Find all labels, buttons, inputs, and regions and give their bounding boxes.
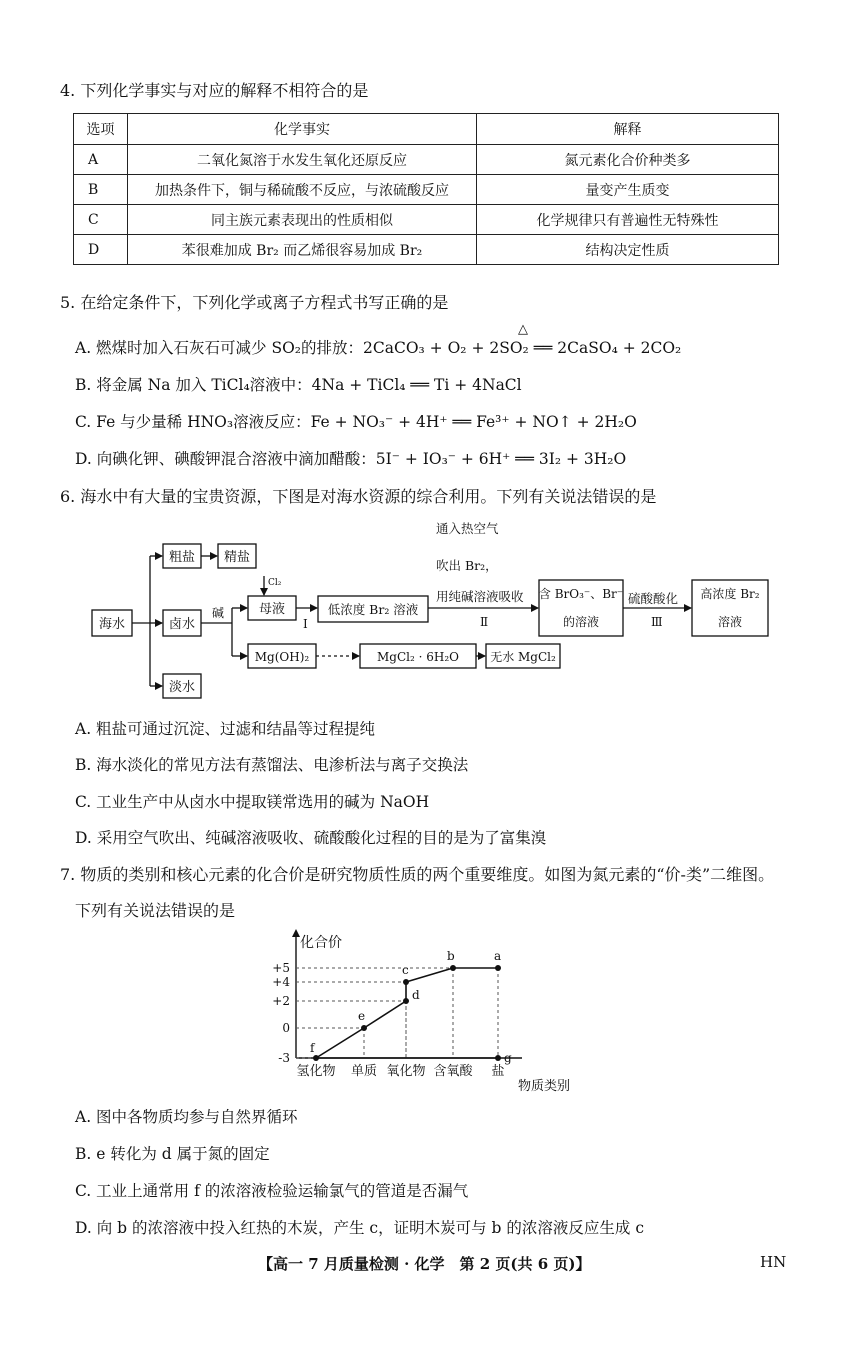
data-point-c — [403, 979, 409, 985]
q5-stem: 5. 在给定条件下，下列化学或离子方程式书写正确的是 — [60, 293, 449, 312]
label-anhydrous-mgcl2: 无水 MgCl₂ — [490, 650, 556, 664]
footer-code: HN — [760, 1253, 787, 1271]
q7-option-d: D. 向 b 的浓溶液中投入红热的木炭，产生 c，证明木炭可与 b 的浓溶液反应生成 c — [75, 1219, 644, 1237]
label-mgcl2-6h2o: MgCl₂ · 6H₂O — [377, 650, 459, 664]
row-option: D — [74, 235, 128, 265]
label-bro3-1: 含 BrO₃⁻、Br⁻ — [538, 587, 624, 601]
q5-option-a: A. 燃煤时加入石灰石可减少 SO₂的排放：2CaCO₃ + O₂ + 2SO₂ ══ 2CaSO₄ + 2CO₂ — [75, 339, 682, 357]
header-fact: 化学事实 — [128, 114, 477, 145]
row-option: A — [74, 145, 128, 175]
q6-option-a: A. 粗盐可通过沉淀、过滤和结晶等过程提纯 — [75, 720, 376, 738]
label-high-br2-1: 高浓度 Br₂ — [700, 587, 760, 601]
point-label-f: f — [310, 1041, 315, 1055]
y-tick-label: -3 — [278, 1051, 290, 1065]
label-brine: 卤水 — [168, 617, 196, 632]
label-acidify: 硫酸酸化 — [628, 591, 679, 606]
label-step-2: Ⅱ — [480, 615, 489, 629]
q7-stem-line-2: 下列有关说法错误的是 — [75, 901, 236, 920]
label-fresh-water: 淡水 — [168, 680, 196, 695]
q6-stem: 6. 海水中有大量的宝贵资源，下图是对海水资源的综合利用。下列有关说法错误的是 — [60, 487, 657, 506]
row-option: C — [74, 205, 128, 235]
label-hot-air-2: 吹出 Br₂， — [436, 558, 498, 573]
heat-condition: △ — [518, 322, 528, 337]
label-step-3: Ⅲ — [651, 615, 663, 629]
label-step-1: Ⅰ — [303, 617, 308, 631]
data-point-a — [495, 965, 501, 971]
q5-option-b: B. 将金属 Na 加入 TiCl₄溶液中：4Na + TiCl₄ ══ Ti + 4NaCl — [75, 376, 522, 394]
q7-option-a: A. 图中各物质均参与自然界循环 — [75, 1108, 298, 1126]
q5-option-c: C. Fe 与少量稀 HNO₃溶液反应：Fe + NO₃⁻ + 4H⁺ ══ Fe³⁺ + NO↑ + 2H₂O — [75, 413, 637, 431]
chart-xlabel: 物质类别 — [518, 1079, 571, 1094]
label-cl2: Cl₂ — [268, 578, 282, 588]
q7-stem-line-1: 7. 物质的类别和核心元素的化合价是研究物质性质的两个重要维度。如图为氮元素的“价-类”二维图。 — [60, 865, 775, 884]
point-label-g: g — [504, 1051, 512, 1065]
label-high-br2-2: 溶液 — [717, 615, 743, 629]
row-option: B — [74, 175, 128, 205]
label-absorb: 用纯碱溶液吸收 — [436, 589, 524, 604]
data-point-f — [313, 1055, 319, 1061]
y-tick-label: 0 — [282, 1021, 290, 1035]
series-line — [406, 968, 453, 982]
row-explain: 化学规律只有普遍性无特殊性 — [477, 205, 779, 235]
row-fact: 同主族元素表现出的性质相似 — [128, 205, 477, 235]
row-fact: 二氧化氮溶于水发生氧化还原反应 — [128, 145, 477, 175]
page-footer: 【高一 7 月质量检测 · 化学 第 2 页(共 6 页)】 — [258, 1255, 591, 1273]
chart-ylabel: 化合价 — [300, 935, 342, 951]
point-label-a: a — [494, 949, 502, 963]
y-tick-label: +5 — [272, 961, 290, 975]
label-bro3-2: 的溶液 — [562, 615, 600, 629]
header-explain: 解释 — [477, 114, 779, 145]
point-label-d: d — [412, 988, 420, 1002]
data-point-g — [495, 1055, 501, 1061]
point-label-c: c — [402, 963, 409, 977]
q5-option-d: D. 向碘化钾、碘酸钾混合溶液中滴加醋酸：5I⁻ + IO₃⁻ + 6H⁺ ══ 3I₂ + 3H₂O — [75, 450, 627, 468]
nitrogen-valence-chart — [260, 925, 600, 1095]
label-crude-salt: 粗盐 — [168, 550, 196, 565]
y-tick-label: +4 — [272, 975, 290, 989]
label-mgoh2: Mg(OH)₂ — [254, 650, 310, 664]
q4-stem: 4. 下列化学事实与对应的解释不相符合的是 — [60, 81, 369, 100]
row-fact: 加热条件下，铜与稀硫酸不反应，与浓硫酸反应 — [128, 175, 477, 205]
data-point-b — [450, 965, 456, 971]
series-line — [316, 1028, 364, 1058]
x-tick-label: 单质 — [350, 1064, 378, 1079]
y-tick-label: +2 — [272, 994, 290, 1008]
q6-option-d: D. 采用空气吹出、纯碱溶液吸收、硫酸酸化过程的目的是为了富集溴 — [75, 829, 547, 847]
x-tick-label: 含氧酸 — [433, 1064, 473, 1079]
data-point-d — [403, 998, 409, 1004]
x-tick-label: 盐 — [491, 1064, 505, 1079]
label-low-br2: 低浓度 Br₂ 溶液 — [327, 602, 419, 617]
q7-option-c: C. 工业上通常用 f 的浓溶液检验运输氯气的管道是否漏气 — [75, 1182, 469, 1200]
point-label-b: b — [447, 949, 455, 963]
row-explain: 结构决定性质 — [477, 235, 779, 265]
q6-option-b: B. 海水淡化的常见方法有蒸馏法、电渗析法与离子交换法 — [75, 756, 469, 774]
series-line — [364, 1001, 406, 1028]
row-fact: 苯很难加成 Br₂ 而乙烯很容易加成 Br₂ — [128, 235, 477, 265]
x-tick-label: 氧化物 — [386, 1064, 426, 1079]
x-tick-label: 氢化物 — [296, 1064, 336, 1079]
row-explain: 量变产生质变 — [477, 175, 779, 205]
row-explain: 氮元素化合价种类多 — [477, 145, 779, 175]
point-label-e: e — [358, 1009, 366, 1023]
label-seawater: 海水 — [98, 617, 126, 632]
data-point-e — [361, 1025, 367, 1031]
q6-option-c: C. 工业生产中从卤水中提取镁常选用的碱为 NaOH — [75, 793, 430, 811]
header-option: 选项 — [74, 114, 128, 145]
label-hot-air-1: 通入热空气 — [436, 521, 499, 536]
q7-option-b: B. e 转化为 d 属于氮的固定 — [75, 1145, 270, 1163]
label-refined-salt: 精盐 — [223, 550, 251, 565]
label-mother-liquor: 母液 — [258, 602, 286, 617]
label-alkali: 碱 — [212, 606, 225, 620]
